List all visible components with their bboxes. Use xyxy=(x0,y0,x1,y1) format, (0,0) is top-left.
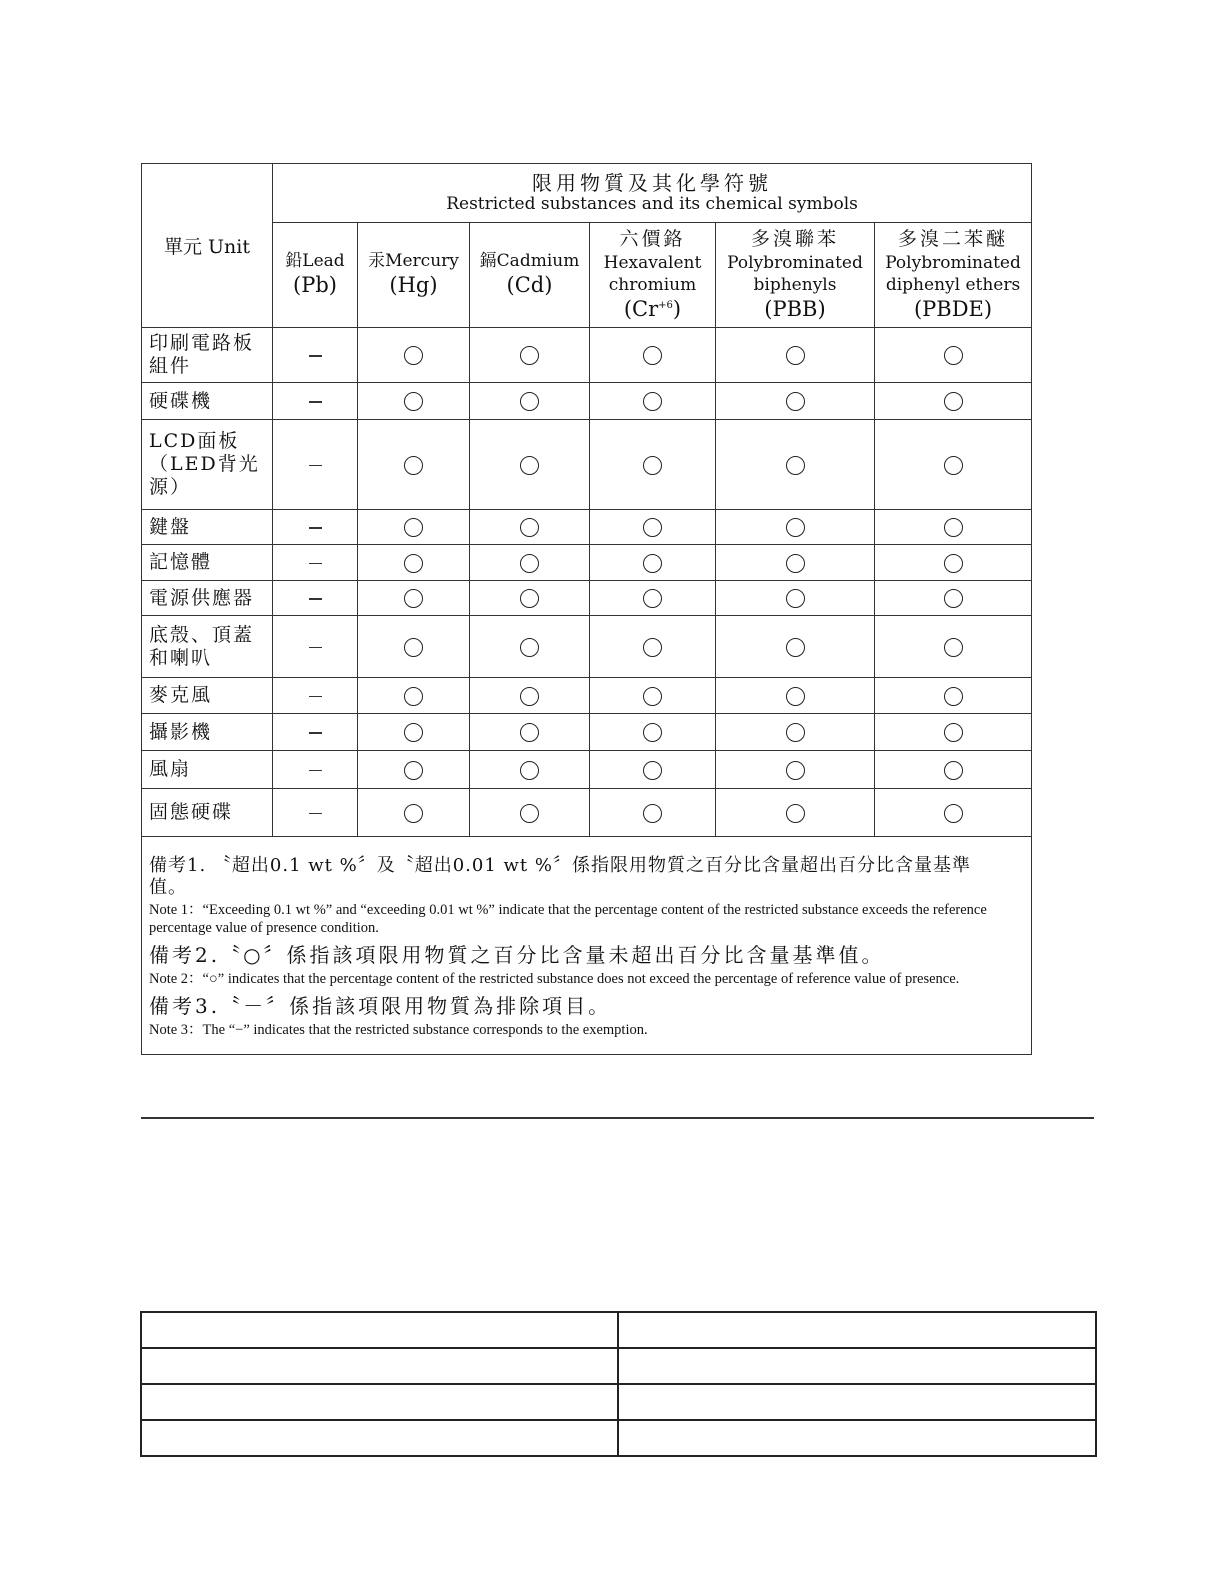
group-header-en: Restricted substances and its chemical symbols xyxy=(446,193,858,214)
substance-cell xyxy=(590,383,716,420)
substance-cell xyxy=(590,616,716,678)
circle-mark-icon xyxy=(643,804,662,823)
substance-cell xyxy=(273,616,358,678)
substance-cell xyxy=(358,751,470,789)
substance-cell xyxy=(273,581,358,616)
circle-mark-icon xyxy=(786,804,805,823)
substance-cell xyxy=(273,545,358,581)
circle-mark-icon xyxy=(404,761,423,780)
circle-mark-icon xyxy=(944,589,963,608)
substance-cell xyxy=(470,714,590,751)
dash-mark-icon xyxy=(309,401,322,403)
substance-cell xyxy=(875,383,1032,420)
circle-mark-icon xyxy=(520,456,539,475)
substance-cell xyxy=(470,420,590,510)
circle-mark-icon xyxy=(520,761,539,780)
substance-cell xyxy=(470,789,590,837)
substance-cell xyxy=(716,420,875,510)
circle-mark-icon xyxy=(944,554,963,573)
circle-mark-icon xyxy=(944,518,963,537)
substance-cell xyxy=(273,714,358,751)
circle-mark-icon xyxy=(944,804,963,823)
substance-cell xyxy=(470,510,590,545)
substance-name: 鎘Cadmium xyxy=(479,251,580,272)
dash-mark-icon xyxy=(309,527,322,529)
circle-mark-icon xyxy=(404,638,423,657)
substance-cell xyxy=(716,383,875,420)
circle-mark-icon xyxy=(944,761,963,780)
substance-cell xyxy=(875,420,1032,510)
substance-cell xyxy=(716,751,875,789)
circle-mark-icon xyxy=(786,518,805,537)
note-2-zh: 備考2.〝○〞係指該項限用物質之百分比含量未超出百分比含量基準值。 xyxy=(149,942,885,967)
blank-cell xyxy=(141,1312,618,1348)
blank-cell xyxy=(141,1420,618,1456)
substance-cell xyxy=(716,678,875,714)
circle-mark-icon xyxy=(520,554,539,573)
substance-cell xyxy=(716,616,875,678)
substance-cell xyxy=(875,751,1032,789)
substance-cell xyxy=(470,581,590,616)
substance-cell xyxy=(716,545,875,581)
substance-cell xyxy=(875,581,1032,616)
header-row-group xyxy=(142,164,1032,223)
row-label: 風扇 xyxy=(142,751,273,789)
row-label: 硬碟機 xyxy=(142,383,273,420)
substance-cell xyxy=(470,383,590,420)
dash-mark-icon xyxy=(309,770,322,772)
table-row xyxy=(142,714,1032,751)
row-label: 麥克風 xyxy=(142,678,273,714)
substance-cell xyxy=(273,328,358,383)
blank-cell xyxy=(618,1312,1096,1348)
circle-mark-icon xyxy=(786,346,805,365)
restricted-substances-table xyxy=(141,163,1032,1055)
substance-cell xyxy=(875,678,1032,714)
note-2-en: Note 2：“○” indicates that the percentage content of the restricted substance does not exceed the percentage of reference value of presence. xyxy=(149,970,960,987)
circle-mark-icon xyxy=(520,638,539,657)
substance-cell xyxy=(273,678,358,714)
circle-mark-icon xyxy=(643,723,662,742)
substance-cell xyxy=(590,714,716,751)
circle-mark-icon xyxy=(404,687,423,706)
substance-name-zh: 六價鉻 xyxy=(619,227,686,250)
substance-symbol: $(Cr^{+6})$ xyxy=(623,296,682,321)
table-row xyxy=(142,545,1032,581)
table-row xyxy=(142,420,1032,510)
substance-cell xyxy=(470,678,590,714)
blank-cell xyxy=(141,1384,618,1420)
substance-cell xyxy=(358,420,470,510)
substance-cell xyxy=(590,751,716,789)
circle-mark-icon xyxy=(520,518,539,537)
circle-mark-icon xyxy=(404,723,423,742)
substance-cell xyxy=(716,328,875,383)
substance-symbol: (Pb) xyxy=(293,273,337,298)
substance-cell xyxy=(716,581,875,616)
circle-mark-icon xyxy=(944,638,963,657)
dash-mark-icon xyxy=(309,563,322,565)
blank-cell xyxy=(618,1348,1096,1384)
substances-group-header xyxy=(273,164,1032,223)
circle-mark-icon xyxy=(520,687,539,706)
row-label: 記憶體 xyxy=(142,545,273,581)
circle-mark-icon xyxy=(944,456,963,475)
substance-cell xyxy=(358,714,470,751)
row-label: 電源供應器 xyxy=(142,581,273,616)
circle-mark-icon xyxy=(944,723,963,742)
substance-cell xyxy=(358,545,470,581)
substance-cell xyxy=(590,420,716,510)
substance-cell xyxy=(273,510,358,545)
dash-mark-icon xyxy=(309,465,322,467)
circle-mark-icon xyxy=(404,518,423,537)
substance-cell xyxy=(590,545,716,581)
substance-cell xyxy=(358,581,470,616)
substance-cell xyxy=(470,545,590,581)
blank-cell xyxy=(618,1384,1096,1420)
blank-table-row xyxy=(141,1420,1096,1456)
table-row xyxy=(142,789,1032,837)
substance-cell xyxy=(590,510,716,545)
circle-mark-icon xyxy=(643,518,662,537)
table-row xyxy=(142,581,1032,616)
substance-cell xyxy=(875,789,1032,837)
circle-mark-icon xyxy=(404,804,423,823)
circle-mark-icon xyxy=(404,456,423,475)
substance-header-mercury xyxy=(358,223,470,328)
substance-symbol: (PBB) xyxy=(764,296,826,321)
horizontal-separator xyxy=(141,1117,1094,1119)
table-row xyxy=(142,751,1032,789)
substance-name: Polybrominated diphenyl ethers xyxy=(885,252,1021,295)
circle-mark-icon xyxy=(944,346,963,365)
substance-cell xyxy=(875,545,1032,581)
substance-cell xyxy=(716,714,875,751)
substance-cell xyxy=(716,510,875,545)
circle-mark-icon xyxy=(404,392,423,411)
substance-name: Polybrominated biphenyls xyxy=(727,252,863,295)
substance-header-lead xyxy=(273,223,358,328)
circle-mark-icon xyxy=(404,554,423,573)
circle-mark-icon xyxy=(404,346,423,365)
table-row xyxy=(142,510,1032,545)
blank-table xyxy=(140,1311,1097,1457)
substance-cell xyxy=(875,328,1032,383)
row-label: 底殼、頂蓋和喇叭 xyxy=(142,616,273,678)
substance-cell xyxy=(358,678,470,714)
substance-name-zh: 多溴二苯醚 xyxy=(898,227,1009,250)
circle-mark-icon xyxy=(786,687,805,706)
unit-header: 單元 Unit xyxy=(142,164,273,328)
substance-cell xyxy=(590,581,716,616)
circle-mark-icon xyxy=(643,456,662,475)
substance-cell xyxy=(875,616,1032,678)
note-1-zh: 備考1. 〝超出0.1 wt %〞及〝超出0.01 wt %〞係指限用物質之百分比含量超出百分比含量基準值。 xyxy=(149,855,971,898)
substance-name: 鉛Lead xyxy=(285,251,345,272)
circle-mark-icon xyxy=(520,723,539,742)
substance-name-zh: 多溴聯苯 xyxy=(750,227,839,250)
circle-mark-icon xyxy=(520,804,539,823)
substance-header-pbb xyxy=(716,223,875,328)
substance-header-hexavalent-chromium xyxy=(590,223,716,328)
circle-mark-icon xyxy=(786,392,805,411)
group-header-zh: 限用物質及其化學符號 xyxy=(532,170,773,195)
dash-mark-icon xyxy=(309,696,322,698)
dash-mark-icon xyxy=(309,355,322,357)
blank-table-row xyxy=(141,1348,1096,1384)
blank-cell xyxy=(618,1420,1096,1456)
blank-table-row xyxy=(141,1312,1096,1348)
substance-name: Hexavalent chromium xyxy=(603,252,702,295)
note-1-en: Note 1：“Exceeding 0.1 wt %” and “exceeding 0.01 wt %” indicate that the percentage content of the restricted substance exceeds the reference percentage value of presence condition. xyxy=(149,902,987,936)
circle-mark-icon xyxy=(643,589,662,608)
circle-mark-icon xyxy=(643,761,662,780)
row-label: 鍵盤 xyxy=(142,510,273,545)
substance-cell xyxy=(358,328,470,383)
substance-cell xyxy=(358,616,470,678)
dash-mark-icon xyxy=(309,598,322,600)
note-3-en: Note 3：The “−” indicates that the restricted substance corresponds to the exemption. xyxy=(149,1022,648,1039)
circle-mark-icon xyxy=(786,723,805,742)
substance-cell xyxy=(470,616,590,678)
circle-mark-icon xyxy=(786,761,805,780)
substance-header-cadmium xyxy=(470,223,590,328)
notes-row xyxy=(142,837,1032,1055)
substance-cell xyxy=(273,751,358,789)
circle-mark-icon xyxy=(786,638,805,657)
substance-cell xyxy=(470,751,590,789)
substance-cell xyxy=(273,420,358,510)
circle-mark-icon xyxy=(944,392,963,411)
row-label: 印刷電路板組件 xyxy=(142,328,273,383)
substance-cell xyxy=(273,383,358,420)
note-3-zh: 備考3.〝－〞係指該項限用物質為排除項目。 xyxy=(149,994,612,1019)
circle-mark-icon xyxy=(786,554,805,573)
substance-cell xyxy=(273,789,358,837)
circle-mark-icon xyxy=(520,589,539,608)
circle-mark-icon xyxy=(643,687,662,706)
circle-mark-icon xyxy=(404,589,423,608)
blank-cell xyxy=(141,1348,618,1384)
circle-mark-icon xyxy=(786,589,805,608)
table-row xyxy=(142,678,1032,714)
substance-name: 汞Mercury xyxy=(368,251,459,272)
dash-mark-icon xyxy=(309,647,322,649)
dash-mark-icon xyxy=(309,813,322,815)
substance-cell xyxy=(358,383,470,420)
table-row xyxy=(142,328,1032,383)
circle-mark-icon xyxy=(643,346,662,365)
table-row xyxy=(142,616,1032,678)
substance-cell xyxy=(590,328,716,383)
substance-symbol: (Hg) xyxy=(389,273,438,298)
circle-mark-icon xyxy=(643,638,662,657)
notes-cell xyxy=(142,837,1032,1055)
substance-symbol: (PBDE) xyxy=(913,296,993,321)
circle-mark-icon xyxy=(786,456,805,475)
circle-mark-icon xyxy=(643,554,662,573)
circle-mark-icon xyxy=(520,346,539,365)
blank-table-row xyxy=(141,1384,1096,1420)
header-row-substances xyxy=(142,223,1032,328)
circle-mark-icon xyxy=(643,392,662,411)
row-label: 攝影機 xyxy=(142,714,273,751)
substance-cell xyxy=(470,328,590,383)
substance-cell xyxy=(358,510,470,545)
substance-cell xyxy=(716,789,875,837)
substance-cell xyxy=(875,714,1032,751)
substance-cell xyxy=(358,789,470,837)
circle-mark-icon xyxy=(944,687,963,706)
substance-cell xyxy=(590,789,716,837)
substance-symbol: (Cd) xyxy=(506,273,553,298)
circle-mark-icon xyxy=(520,392,539,411)
row-label: LCD面板（LED背光源） xyxy=(142,420,273,510)
substance-cell xyxy=(875,510,1032,545)
substance-header-pbde xyxy=(875,223,1032,328)
table-row xyxy=(142,383,1032,420)
substance-cell xyxy=(590,678,716,714)
dash-mark-icon xyxy=(309,732,322,734)
row-label: 固態硬碟 xyxy=(142,789,273,837)
